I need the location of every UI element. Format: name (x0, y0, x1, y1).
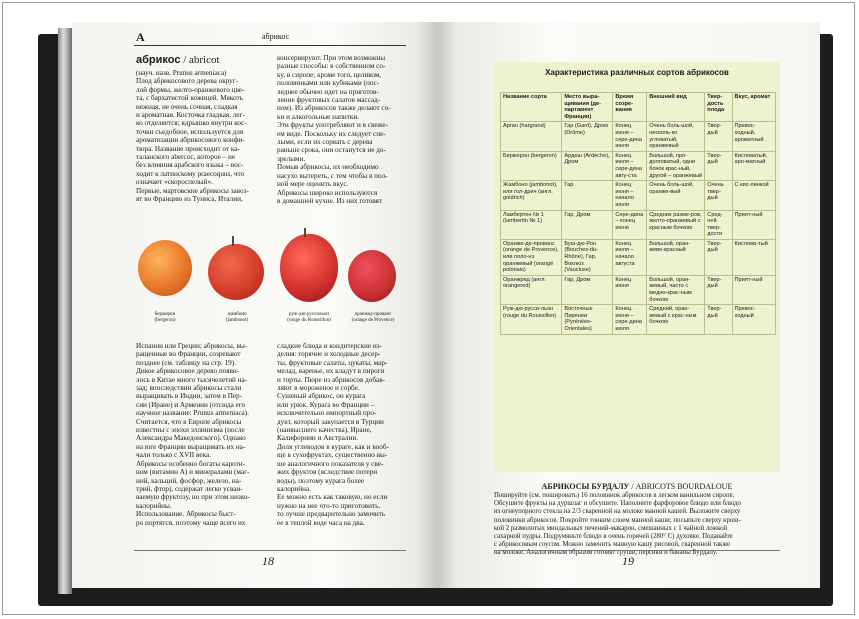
table-row (501, 275, 776, 304)
header-rule (134, 45, 406, 46)
text-line: ходит к латинскому praecoquus, что (136, 169, 245, 178)
text-line: или урюк. Курага во Франции – (277, 400, 375, 409)
varieties-table (500, 92, 776, 335)
table-header-cell: Внешний вид (647, 93, 705, 122)
text-column-4 (277, 342, 389, 527)
table-cell: Превос-ходный, ароматный (732, 122, 775, 151)
header-letter: A (136, 30, 145, 44)
text-line: без влияния арабского языка – вос- (136, 161, 244, 170)
table-cell: Восточные Пиренеи (Pyrénées-Orientales) (562, 305, 613, 334)
text-line: половинки абрикосов. Покройте тонким слоем манной каши; посыпьте сверху крош- (494, 516, 741, 524)
text-line: Испании или Греции; абрикосы, вы- (136, 342, 248, 350)
table-cell: Конец июня – начало июля (613, 181, 647, 210)
text-line: выращивать в Индии, затем в Пер- (136, 392, 243, 401)
text-line: Помыв абрикосы, их необходимо (277, 163, 379, 172)
text-line: в домашней кухне. Из них готовят (277, 196, 382, 205)
recipe-title: АБРИКОСЫ БУРДАЛУ / ABRICOTS BOURDALOUE (541, 482, 733, 491)
table-cell: Конец июля – сере-дина авгу-ста (613, 151, 647, 180)
table-cell: Конец июня – сере-дина июля (613, 305, 647, 334)
text-line: ний, кальций, фосфор, железо, на- (136, 476, 242, 485)
table-cell: Буш-дю-Рон (Bouches-du-Rhône), Гар, Воклюз (Vaucluse) (562, 239, 613, 275)
footer-rule (134, 550, 406, 551)
table-cell: Оранже-де-прованс (orange de Provence), или поло-нэ оранжевый (orangé polonais) (501, 239, 562, 275)
table-cell: Сере-дина – конец июня (613, 210, 647, 239)
page-edges (58, 28, 72, 594)
text-line: Первые, мартовские абрикосы завоз- (136, 186, 249, 195)
recipe-title-ru: АБРИКОСЫ БУРДАЛУ (541, 482, 630, 491)
table-cell: Конец июня (613, 275, 647, 304)
table-row (501, 181, 776, 210)
text-line: кой 2 размолотых миндальных печений-макарон, смешанных с 1 чайной ложкой (494, 524, 728, 532)
table-cell: Бержерон (bergeron) (501, 151, 562, 180)
page-number: 19 (622, 554, 634, 568)
right-page (438, 22, 820, 588)
table-cell: Очень боль-шой, оранже-вый (647, 181, 705, 210)
text-line: ваемую фруктозу, но при этом низко- (136, 493, 250, 502)
text-line: ной мере оценить вкус. (277, 180, 349, 189)
table-cell: Очень твер-дый (705, 181, 732, 210)
text-line: Ее можно есть как таковую, но если (277, 493, 388, 502)
text-line: Использование. Абрикосы быст- (136, 510, 236, 519)
fruit-caption: оранжед-прованс (orange de Provence) (351, 312, 395, 323)
text-line: консервируют. При этом возможны (277, 54, 386, 62)
fruit-caption: руж-дю-руссильон (rouge du Roussillon) (287, 312, 331, 323)
text-column-2 (277, 54, 391, 205)
table-header-cell: Название сорта (501, 93, 562, 122)
recipe-text (494, 492, 780, 558)
table-cell: Арган (hargrand) (501, 122, 562, 151)
text-line: означает «скороспелый». (136, 178, 213, 187)
table-cell: Превос-ходный (732, 305, 775, 334)
text-line: ем виде. Поскольку их следует спе- (277, 129, 386, 138)
text-line: ку, в сиропе; кроме того, целиком, (277, 70, 382, 79)
stem-icon (304, 228, 306, 237)
text-line: воды), поэтому курага более (277, 476, 365, 485)
text-column-3 (136, 342, 250, 527)
text-line: ты, фруктовые салаты, цукаты, мар- (277, 358, 388, 367)
left-page (72, 22, 438, 588)
table-cell: Конец июня – сере-дина июля (613, 122, 647, 151)
stem-icon (232, 236, 234, 246)
table-cell: Оранжред (англ. orangered) (501, 275, 562, 304)
table-cell: Твер-дый (705, 275, 732, 304)
text-column-1 (136, 69, 249, 204)
entry-title: абрикос / abricot (136, 54, 220, 66)
text-line: Обсушите фрукты на дуршлаг и обсушите. Наполните фарфоровое блюдо или блюдо (494, 500, 741, 508)
text-line: нужно на нее что-то приготовить, (277, 501, 381, 510)
table-cell: Средних разме-ров, желто-оранжевый с красным бочком (647, 210, 705, 239)
table-cell: Гар (562, 181, 613, 210)
text-line: ше аналогичного показателя у све- (277, 459, 384, 468)
table-cell: Сред-ней твер-дости (705, 210, 732, 239)
table-cell: Ламбертен № 1 (lambertin № 1) (501, 210, 562, 239)
apricot-orange-provence-image (348, 250, 396, 302)
table-cell: С кис-линкой (732, 181, 775, 210)
table-cell: Руж-дю-русси-льон (rouge du Roussillon) (501, 305, 562, 334)
text-line: та, с бархатистой кожицей. Мякоть (136, 94, 243, 103)
apricot-jambonot-image (208, 244, 264, 300)
text-line: чали только с XVII века. (136, 451, 211, 460)
table-cell: Гар, Дром (562, 210, 613, 239)
text-line: Эти фрукты употребляют и в свеже- (277, 121, 388, 130)
table-header-cell: Твер-дость плода (705, 93, 732, 122)
text-line: ят во Францию из Туниса, Италии, (136, 195, 243, 204)
text-line: зад; впоследствии абрикосы стали (136, 384, 242, 393)
text-line: ном). Из абрикосов также делают со- (277, 104, 391, 113)
table-cell: Твер-дый (705, 122, 732, 151)
text-line: разные способы: в собственном со- (277, 62, 386, 71)
table-cell: Твер-дый (705, 151, 732, 180)
fruit-caption: бержерон (bergeron) (154, 312, 176, 323)
text-line: позднее (см. таблицу на стр. 19). (136, 358, 236, 367)
text-line: ление фруктовых салатов массад- (277, 96, 381, 105)
text-line: сладкие блюда и кондитерские из- (277, 342, 382, 350)
table-cell: Ардеш (Ardèche), Дром (562, 151, 613, 180)
text-line: с абрикосовым соусом. Можно заменить манную кашу рисовой, сваренной также (494, 541, 730, 549)
table-row (501, 305, 776, 334)
text-line: делия: горячие и холодные десер- (277, 350, 381, 359)
text-line: насухо вытереть, с тем чтобы в пол- (277, 171, 388, 180)
table-cell: Большой, оран-жевый, часто с медно-крас-ным бочком (647, 275, 705, 304)
text-line: сии (Иране) и Армении (отсюда его (136, 400, 246, 409)
text-line: тюра. Название происходит от ка- (136, 144, 240, 153)
text-line: лыми, если их сорвать с дерева (277, 138, 373, 147)
table-title: Характеристика различных сортов абрикосов (545, 68, 729, 77)
text-line: и торты. Пюре из абрикосов добав- (277, 375, 386, 384)
table-row (501, 239, 776, 275)
text-line: половинками или кубиками (пос- (277, 79, 380, 88)
apricot-bergeron-image (138, 240, 192, 296)
table-header-cell: Время созре-вания (613, 93, 647, 122)
text-line: Дикое абрикосовое дерево появи- (136, 367, 240, 376)
text-line: Сушеный абрикос, он курага (277, 392, 366, 401)
text-line: известны с эпохи эллинизма (после (136, 426, 245, 435)
text-line: ращенные во Франции, созревают (136, 350, 241, 359)
table-cell: Гар, Дром (562, 275, 613, 304)
table-cell: Большой, оран-жево-красный (647, 239, 705, 275)
text-line: Пошируйте (см. пошировать) 16 половинок абрикосов в легком ванильном сиропе. (494, 492, 735, 499)
text-line: ки и алкогольные напитки. (277, 112, 360, 121)
entry-title-ru: абрикос (136, 54, 181, 66)
text-line: ном (витамин А) и минералами (маг- (136, 468, 250, 477)
text-line: лось в Китае много тысячелетий на- (136, 375, 248, 384)
table-cell: Прият-ный (732, 210, 775, 239)
table-cell: Очень боль-шой, несколь-ко угловатый, оранжевый (647, 122, 705, 151)
text-line: (наивысшего качества), Иране, (277, 426, 372, 435)
table-cell: Гар (Gard), Дром (Drôme) (562, 122, 613, 151)
text-line: лой формы, желто-оранжевого цве- (136, 85, 245, 94)
table-cell: Кислова-тый (732, 239, 775, 275)
table-body (501, 122, 776, 334)
text-line: ще в сухофруктах, существенно вы- (277, 451, 388, 460)
fruit-caption: жамбоно (jambonot) (225, 312, 249, 323)
table-cell: Средний, оран-жевый с крас-ным бочком (647, 305, 705, 334)
text-line: научное название: Prunus armeniaca). (136, 409, 249, 418)
text-line: ляют в мороженое и сорбе. (277, 384, 360, 393)
text-line: раньше срока, они останутся не до- (277, 146, 386, 155)
text-line: Абрикосы широко используются (277, 188, 378, 197)
entry-title-fr: abricot (189, 54, 220, 66)
text-line: ее в теплой воде часа на два. (277, 518, 365, 527)
table-cell: Кисловатый, аро-матный (732, 151, 775, 180)
text-line: Доля углеводов в кураге, как и вооб- (277, 442, 389, 451)
text-line: из огнеупорного стекла на 2/3 сваренной на молоке манной кашей. Выложите сверху (494, 508, 741, 516)
table-header-cell: Место выра-щивания (де-партамент Франции) (562, 93, 613, 122)
text-line: на юге Франции выращивать их на- (136, 442, 246, 451)
text-line: калорийны. (136, 501, 172, 510)
text-line: Абрикосы особенно богаты кароти- (136, 459, 246, 468)
text-line: ароматизации абрикосового конфи- (136, 136, 245, 145)
text-line: трий, фтор), содержат легко усваи- (136, 484, 243, 493)
text-line: калорийна. (277, 484, 311, 493)
text-line: исключительно импортный про- (277, 409, 377, 418)
text-line: леднее обычно идет на приготов- (277, 87, 379, 96)
text-line: (науч. назв. Prunus armeniaca) (136, 69, 227, 77)
table-row (501, 151, 776, 180)
text-line: жих фруктов (вследствие потери (277, 468, 378, 477)
text-line: зрелыми. (277, 154, 306, 163)
table-cell: Твер-дый (705, 239, 732, 275)
text-line: Плод абрикосового дерева округ- (136, 77, 239, 86)
text-line: Считается, что в Европе абрикосы (136, 417, 242, 426)
text-line: Калифорнии и Австралии. (277, 434, 359, 443)
text-line: таланского abercoc, которое – не (136, 153, 236, 162)
table-row (501, 122, 776, 151)
text-line: на молоке. Аналогичным образом готовят груши, персики и бананы Бурдалу. (494, 549, 718, 557)
table-cell: Прият-ный (732, 275, 775, 304)
table-cell: Жамбоно (jambonot), или гол-дрич (англ. goldrich) (501, 181, 562, 210)
page-number: 18 (262, 554, 274, 568)
recipe-title-fr: ABRICOTS BOURDALOUE (635, 482, 733, 491)
header-word: абрикос (262, 32, 290, 41)
text-line: нежная, не очень сочная, сладкая (136, 102, 238, 111)
table-header-row (501, 93, 776, 122)
table-cell: Твер-дый (705, 305, 732, 334)
table-cell: Большой, про-долговатый, одни бочок крас-ный, другой – оранжевый (647, 151, 705, 180)
text-line: ро портятся, поэтому чаще всего их (136, 518, 246, 527)
text-line: Александра Македонского). Однако (136, 434, 246, 443)
text-line: точки съедобное, используется для (136, 127, 244, 136)
text-line: ко отделяется; ядрышко внутри кос- (136, 119, 247, 128)
text-line: мелад, варенье, их кладут в пироги (277, 367, 385, 376)
table-header-cell: Вкус, аромат (732, 93, 775, 122)
text-line: сахарной пудры. Подрумяньте блюдо в очень горячей (280° С) духовке. Подавайте (494, 533, 733, 541)
table-cell: Конец июля – начало августа (613, 239, 647, 275)
text-line: то лучше предварительно замочить (277, 510, 386, 519)
apricot-rouge-image (280, 234, 338, 302)
text-line: и ароматная. Косточка гладкая, лег- (136, 111, 245, 120)
footer-rule (494, 550, 780, 551)
table-row (501, 210, 776, 239)
text-line: дукт, который закупается в Турции (277, 417, 384, 426)
